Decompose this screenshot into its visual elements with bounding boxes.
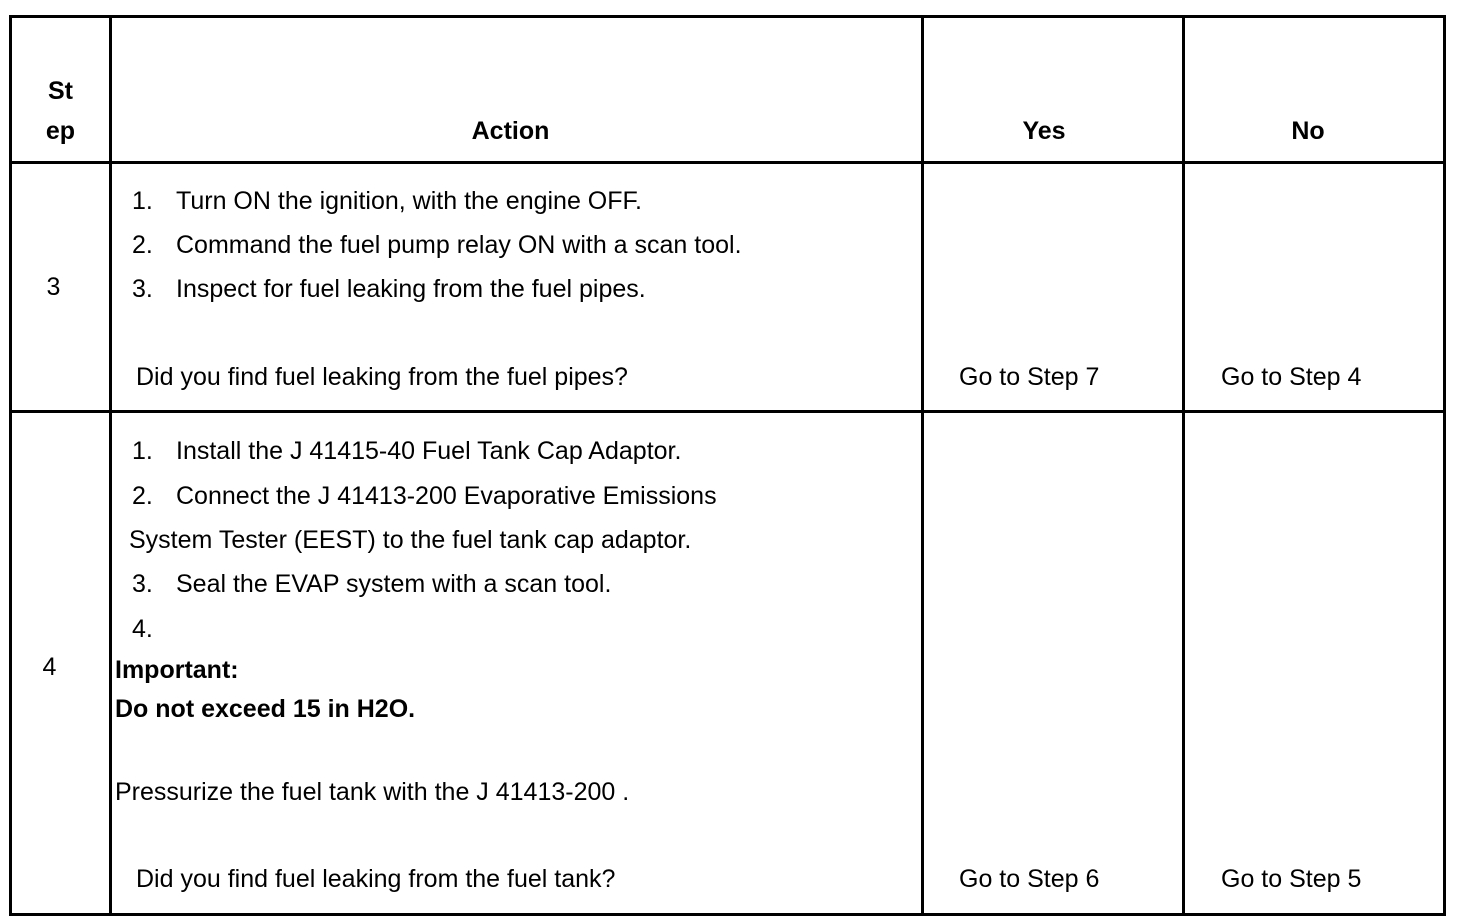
header-yes: Yes — [1022, 117, 1066, 145]
header-divider — [9, 161, 1446, 164]
step-number-4: 4 — [42, 653, 57, 681]
pressurize-instruction: Pressurize the fuel tank with the J 41413-200 . — [115, 778, 630, 806]
list-item — [132, 230, 742, 260]
list-item-text: Command the fuel pump relay ON with a scan tool. — [176, 231, 742, 259]
list-item-text: Install the J 41415-40 Fuel Tank Cap Adaptor. — [176, 437, 682, 465]
column-divider-step — [109, 15, 112, 916]
yes-result-step-3: Go to Step 7 — [959, 363, 1100, 391]
header-action: Action — [471, 117, 550, 145]
list-item-number: 4. — [132, 615, 153, 643]
list-item-continuation: System Tester (EEST) to the fuel tank cap adaptor. — [129, 526, 692, 554]
header-no: No — [1291, 117, 1325, 145]
list-item-number: 3. — [132, 275, 153, 303]
header-step-line2: ep — [45, 117, 76, 145]
header-step-line1: St — [48, 77, 73, 105]
list-item — [132, 614, 176, 644]
list-item — [132, 481, 717, 511]
list-item-text: Seal the EVAP system with a scan tool. — [176, 570, 612, 598]
important-label: Important: — [115, 656, 239, 684]
table-border-top — [9, 15, 1446, 18]
list-item-number: 2. — [132, 482, 153, 510]
list-item — [132, 436, 681, 466]
step-number-3: 3 — [46, 273, 61, 301]
list-item-text: Turn ON the ignition, with the engine OFF. — [176, 187, 642, 215]
list-item — [132, 274, 646, 304]
question-step-3: Did you find fuel leaking from the fuel pipes? — [136, 363, 628, 391]
important-text: Do not exceed 15 in H2O. — [115, 695, 416, 723]
table-border-left — [9, 15, 12, 916]
list-item-text: Inspect for fuel leaking from the fuel pipes. — [176, 275, 646, 303]
table-border-bottom — [9, 913, 1446, 916]
question-step-4: Did you find fuel leaking from the fuel tank? — [136, 865, 616, 893]
list-item — [132, 186, 642, 216]
table-border-right — [1443, 15, 1446, 916]
list-item — [132, 569, 611, 599]
no-result-step-3: Go to Step 4 — [1221, 363, 1362, 391]
column-divider-action — [921, 15, 924, 916]
list-item-text: Connect the J 41413-200 Evaporative Emissions — [176, 482, 717, 510]
yes-result-step-4: Go to Step 6 — [959, 865, 1100, 893]
list-item-number: 2. — [132, 231, 153, 259]
list-item-number: 1. — [132, 437, 153, 465]
list-item-number: 3. — [132, 570, 153, 598]
list-item-number: 1. — [132, 187, 153, 215]
no-result-step-4: Go to Step 5 — [1221, 865, 1362, 893]
row-divider — [9, 410, 1446, 413]
column-divider-yes — [1182, 15, 1185, 916]
